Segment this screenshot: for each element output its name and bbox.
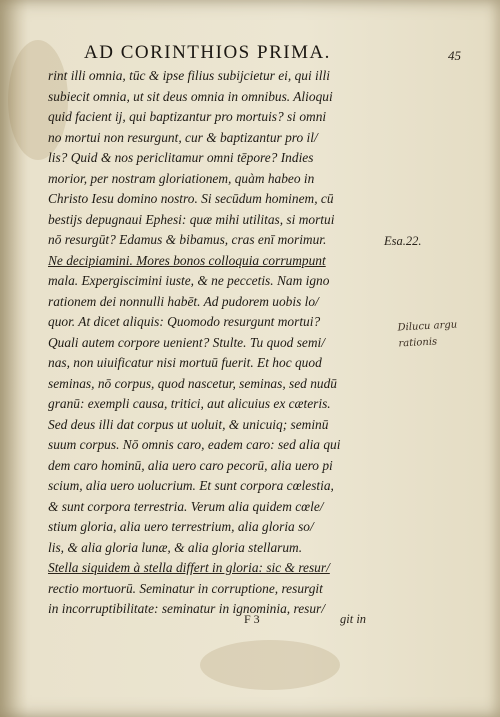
text-block bbox=[48, 66, 378, 620]
text-line: mala. Expergiscimini iuste, & ne peccetis. Nam igno bbox=[48, 273, 330, 288]
text-line: lis, & alia gloria lunæ, & alia gloria stellarum. bbox=[48, 539, 303, 555]
text-line: seminas, nō corpus, quod nascetur, seminas, sed nudū bbox=[48, 375, 338, 391]
running-head: AD CORINTHIOS PRIMA. bbox=[84, 42, 331, 63]
text-line: suum corpus. Nō omnis caro, eadem caro: sed alia qui bbox=[48, 437, 341, 452]
text-line: in incorruptibilitate: seminatur in ignominia, resur/ bbox=[48, 601, 325, 616]
text-line: nō resurgūt? Edamus & bibamus, cras enī morimur. bbox=[48, 232, 327, 247]
page-stain bbox=[200, 640, 340, 690]
text-line: rationem dei nonnulli habēt. Ad pudorem uobis lo/ bbox=[48, 293, 319, 309]
text-line: quid facient ij, qui baptizantur pro mortuis? si omni bbox=[48, 109, 327, 124]
text-line-underlined: Stella siquidem à stella differt in gloria: sic & resur/ bbox=[48, 560, 330, 575]
text-line: nas, non uiuificatur nisi mortuū fuerit. Et hoc quod bbox=[48, 355, 322, 370]
text-line: rint illi omnia, tūc & ipse filius subijcietur ei, qui illi bbox=[48, 68, 330, 83]
handwritten-annotation: Dilucu argu rationis bbox=[397, 319, 458, 350]
text-line: no mortui non resurgunt, cur & baptizantur pro il/ bbox=[48, 129, 318, 145]
text-line: & sunt corpora terrestria. Verum alia quidem cœle/ bbox=[48, 498, 324, 514]
folio-number: 45 bbox=[448, 48, 461, 63]
catchword: git in bbox=[340, 612, 367, 626]
text-line: Sed deus illi dat corpus ut uoluit, & unicuiq; seminū bbox=[48, 416, 329, 432]
text-line: Quali autem corpore uenient? Stulte. Tu quod semi/ bbox=[48, 334, 325, 350]
signature-mark: F 3 bbox=[244, 612, 260, 626]
text-line: rectio mortuorū. Seminatur in corruptione, resurgit bbox=[48, 580, 323, 596]
text-line: subiecit omnia, ut sit deus omnia in omnibus. Alioqui bbox=[48, 88, 333, 104]
text-line: morior, per nostram gloriationem, quàm habeo in bbox=[48, 170, 315, 186]
text-line: granū: exempli causa, tritici, aut alicuius ex cæteris. bbox=[48, 396, 331, 411]
marginal-reference: Esa.22. bbox=[384, 234, 422, 248]
text-line: lis? Quid & nos periclitamur omni tēpore? Indies bbox=[48, 150, 314, 165]
text-line: scium, alia uero uolucrium. Et sunt corpora cœlestia, bbox=[48, 478, 334, 493]
text-line-underlined: Ne decipiamini. Mores bonos colloquia corrumpunt bbox=[48, 252, 326, 268]
text-line: dem caro hominū, alia uero caro pecorū, alia uero pi bbox=[48, 457, 333, 473]
text-line: bestijs depugnaui Ephesi: quæ mihi utilitas, si mortui bbox=[48, 211, 335, 227]
text-line: Christo Iesu domino nostro. Si secūdum hominem, cū bbox=[48, 191, 334, 206]
text-line: quor. At dicet aliquis: Quomodo resurgunt mortui? bbox=[48, 314, 321, 329]
text-line: stium gloria, alia uero terrestrium, alia gloria so/ bbox=[48, 519, 314, 534]
